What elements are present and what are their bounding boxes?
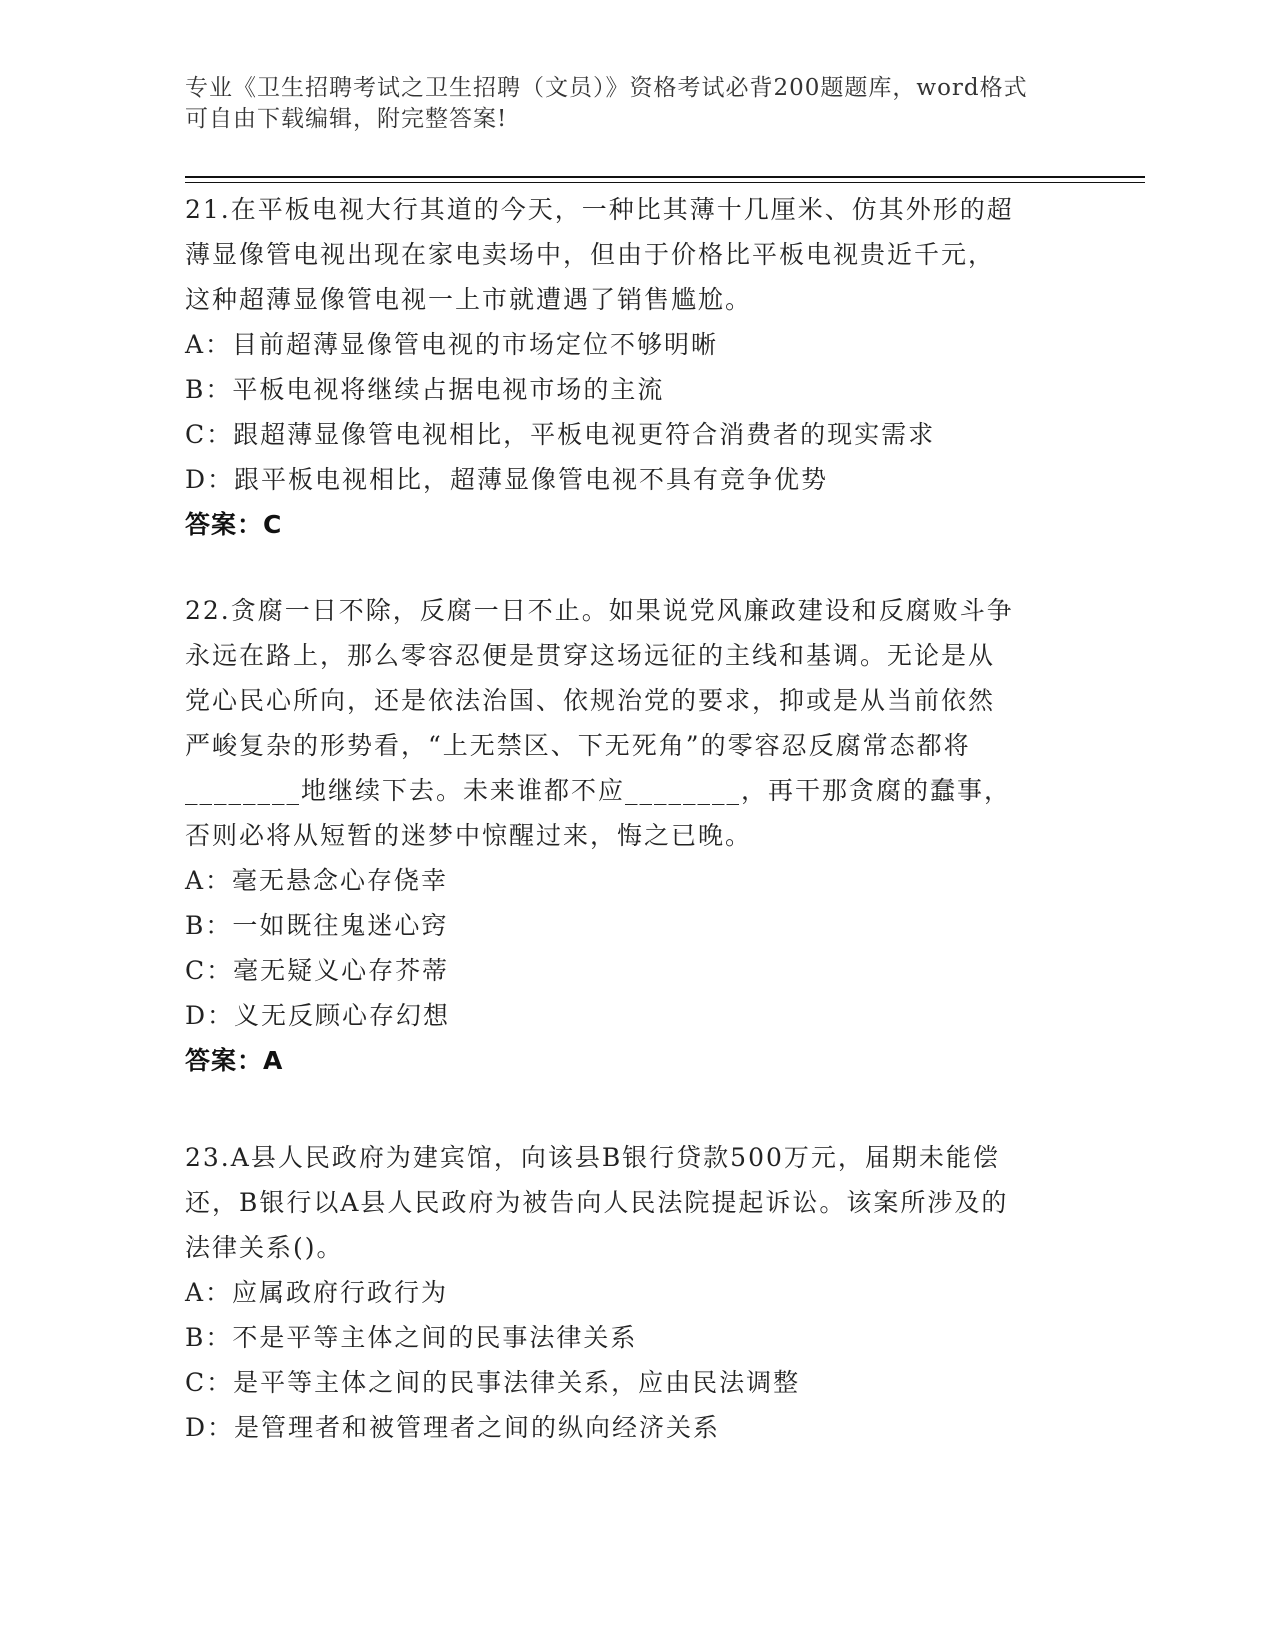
stem-line: 还，B银行以A县人民政府为被告向人民法院提起诉讼。该案所涉及的	[185, 1188, 1009, 1217]
option-c: C：毫无疑义心存芥蒂	[185, 956, 450, 985]
answer-label: 答案：A	[185, 1046, 284, 1075]
option-b: B：不是平等主体之间的民事法律关系	[185, 1323, 638, 1352]
option-b: B：平板电视将继续占据电视市场的主流	[185, 375, 665, 404]
stem-line: 22.贪腐一日不除，反腐一日不止。如果说党风廉政建设和反腐败斗争	[185, 596, 1014, 625]
stem-line: 21.在平板电视大行其道的今天，一种比其薄十几厘米、仿其外形的超	[185, 195, 1014, 224]
option-list	[185, 1270, 1085, 1450]
option-d: D：是管理者和被管理者之间的纵向经济关系	[185, 1413, 721, 1442]
option-c: C：是平等主体之间的民事法律关系，应由民法调整	[185, 1368, 801, 1397]
stem-line: 法律关系()。	[185, 1233, 344, 1262]
question-stem	[185, 1135, 1085, 1270]
document-header	[185, 73, 1065, 135]
option-a: A：目前超薄显像管电视的市场定位不够明晰	[185, 330, 719, 359]
option-c: C：跟超薄显像管电视相比，平板电视更符合消费者的现实需求	[185, 420, 936, 449]
stem-line: 薄显像管电视出现在家电卖场中，但由于价格比平板电视贵近千元，	[185, 240, 996, 269]
stem-line: 永远在路上，那么零容忍便是贯穿这场远征的主线和基调。无论是从	[185, 641, 996, 670]
answer-label: 答案：C	[185, 510, 283, 539]
header-title-line-2: 可自由下载编辑，附完整答案!	[185, 106, 508, 132]
option-d: D：跟平板电视相比，超薄显像管电视不具有竞争优势	[185, 465, 829, 494]
option-a: A：毫无悬念心存侥幸	[185, 866, 449, 895]
option-d: D：义无反顾心存幻想	[185, 1001, 451, 1030]
option-b: B：一如既往鬼迷心窍	[185, 911, 449, 940]
header-divider-thin	[185, 182, 1145, 183]
option-list	[185, 858, 1085, 1038]
stem-line: 否则必将从短暂的迷梦中惊醒过来，悔之已晚。	[185, 821, 753, 850]
option-a: A：应属政府行政行为	[185, 1278, 449, 1307]
stem-line: 23.A县人民政府为建宾馆，向该县B银行贷款500万元，届期未能偿	[185, 1143, 1000, 1172]
header-divider-thick	[185, 176, 1145, 178]
question-22	[185, 588, 1085, 1083]
question-21	[185, 187, 1085, 547]
question-stem	[185, 187, 1085, 322]
question-23	[185, 1135, 1085, 1450]
question-stem	[185, 588, 1085, 858]
stem-line: 党心民心所向，还是依法治国、依规治党的要求，抑或是从当前依然	[185, 686, 996, 715]
stem-line: 严峻复杂的形势看，“上无禁区、下无死角”的零容忍反腐常态都将	[185, 731, 971, 760]
stem-line: ________地继续下去。未来谁都不应________，再干那贪腐的蠢事，	[185, 776, 1012, 805]
header-title-line-1: 专业《卫生招聘考试之卫生招聘（文员）》资格考试必背200题题库，word格式	[185, 75, 1028, 101]
option-list	[185, 322, 1085, 502]
stem-line: 这种超薄显像管电视一上市就遭遇了销售尴尬。	[185, 285, 753, 314]
